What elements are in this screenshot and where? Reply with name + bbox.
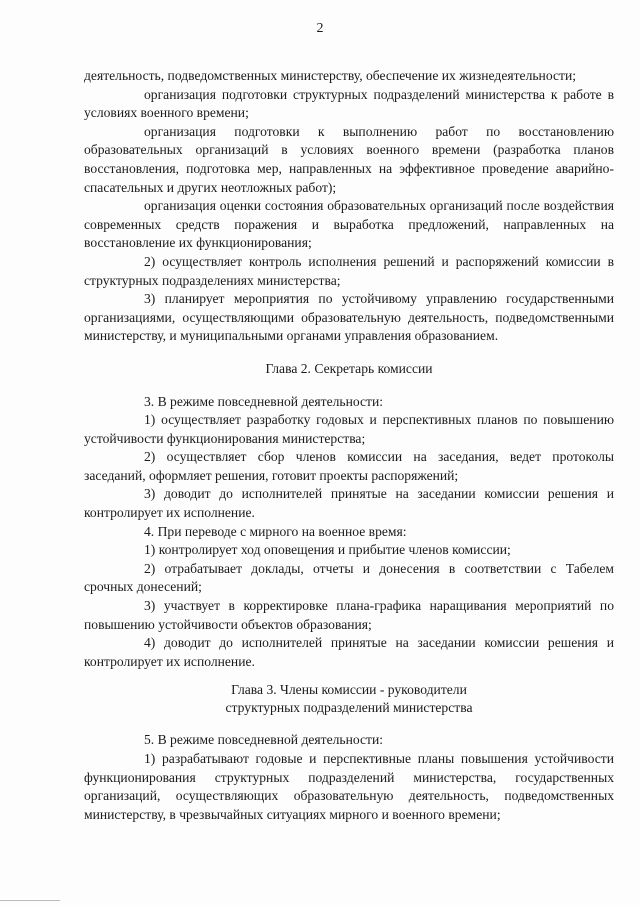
paragraph: 2) осуществляет сбор членов комиссии на заседания, ведет протоколы заседаний, оформляет решения, готовит проекты распоряжений;	[84, 449, 614, 483]
paragraph: организация подготовки структурных подразделений министерства к работе в условиях военного времени;	[84, 86, 614, 121]
paragraph: организация оценки состояния образовательных организаций после воздействия современных средств поражения и выработка предложений, направленных на восстановление их функционирования;	[84, 198, 614, 251]
paragraph: 2) осуществляет контроль исполнения решений и распоряжений комиссии в структурных подразделениях министерства;	[84, 253, 614, 288]
paragraph: 1) разрабатывают годовые и перспективные планы повышения устойчивости функционирования структурных подразделений министерства, государственных организаций, осуществляющих образовательную деятельность, подведомственных министерству, в чрезвычайных ситуациях мирного и военного времени;	[84, 751, 614, 822]
paragraph: 3) доводит до исполнителей принятые на заседании комиссии решения и контролирует их исполнение.	[84, 486, 614, 521]
chapter-2-heading: Глава 2. Секретарь комиссии	[265, 360, 433, 376]
paragraph: 3. В режиме повседневной деятельности:	[144, 393, 384, 409]
paragraph: 3) участвует в корректировке плана-графика наращивания мероприятий по повышению устойчивости объектов образования;	[84, 598, 614, 632]
paragraph: 3) планирует мероприятия по устойчивому управлению государственными организациями, осуществляющими образовательную деятельность, подведомственными министерству, и муниципальными органами управления образованием.	[84, 291, 614, 344]
scan-edge-line	[0, 900, 60, 901]
paragraph: 1) контролирует ход оповещения и прибытие членов комиссии;	[144, 542, 511, 558]
chapter-3-heading	[84, 681, 614, 717]
paragraph: 4. При переводе с мирного на военное время:	[144, 523, 407, 539]
paragraph: 2) отрабатывает доклады, отчеты и донесения в соответствии с Табелем срочных донесений;	[84, 560, 614, 595]
paragraph: 5. В режиме повседневной деятельности:	[144, 732, 384, 748]
paragraph: организация подготовки к выполнению работ по восстановлению образовательных организаций в условиях военного времени (разработка планов восстановления, подготовка мер, направленных на эффективное проведение аварийно-спасательных и других неотложных работ);	[84, 123, 614, 195]
paragraph: деятельность, подведомственных министерству, обеспечение их жизнедеятельности;	[84, 68, 576, 83]
paragraph: 4) доводит до исполнителей принятые на заседании комиссии решения и контролирует их исполнение.	[84, 635, 614, 669]
chapter-3-heading-line: структурных подразделений министерства	[225, 700, 473, 716]
paragraph: 1) осуществляет разработку годовых и перспективных планов по повышению устойчивости функционирования министерства;	[84, 412, 614, 446]
page-number: 2	[316, 21, 324, 36]
chapter-3-heading-line: Глава 3. Члены комиссии - руководители	[231, 682, 467, 698]
document-body	[84, 67, 614, 824]
